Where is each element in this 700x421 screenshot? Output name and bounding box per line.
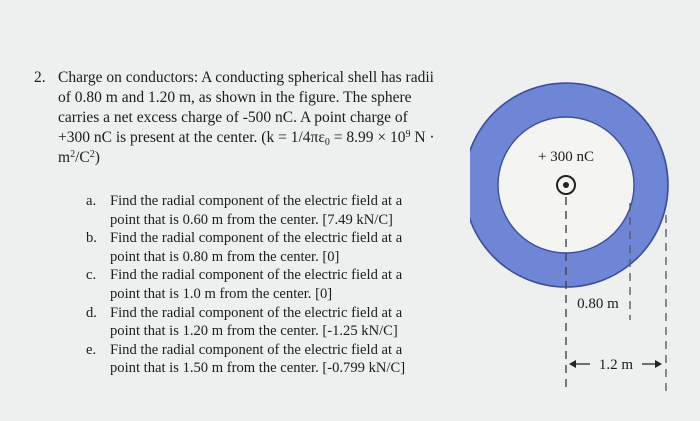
stem-line-4-suffix: N · bbox=[410, 129, 435, 146]
shell-diagram bbox=[470, 75, 700, 421]
part-text-line-2: point that is 1.50 m from the center. [-0.799 kN/C] bbox=[110, 360, 406, 377]
part-c bbox=[86, 266, 446, 303]
stem-line-5 bbox=[58, 148, 454, 168]
part-e bbox=[86, 341, 446, 378]
part-text-line-2: point that is 1.0 m from the center. [0] bbox=[110, 285, 333, 302]
unit-m-exponent: 2 bbox=[70, 149, 76, 160]
closing-paren: ) bbox=[94, 149, 100, 166]
unit-m: m bbox=[58, 149, 71, 166]
stem-line-1: Charge on conductors: A conducting spherical shell has radii bbox=[58, 69, 434, 86]
point-charge-dot bbox=[563, 182, 569, 188]
stem-line-4-prefix: +300 nC is present at the center. (k = 1/4πε bbox=[58, 129, 325, 146]
part-text-line-2: point that is 0.80 m from the center. [0] bbox=[110, 248, 340, 265]
part-label: b. bbox=[86, 230, 97, 247]
epsilon-subscript: 0 bbox=[324, 137, 330, 148]
part-text-line-1: Find the radial component of the electric field at a bbox=[110, 193, 403, 209]
part-label: d. bbox=[86, 304, 97, 321]
outer-radius-label: 1.2 m bbox=[598, 357, 634, 373]
unit-c-exponent: 2 bbox=[89, 149, 95, 160]
part-a bbox=[86, 192, 446, 229]
problem-parts-list bbox=[86, 192, 446, 378]
part-b bbox=[86, 229, 446, 266]
arrowhead-right-icon bbox=[655, 360, 662, 368]
problem-stem bbox=[58, 68, 454, 168]
part-label: c. bbox=[86, 267, 97, 284]
power-superscript: 9 bbox=[405, 129, 411, 140]
problem-number: 2. bbox=[34, 69, 46, 86]
part-d bbox=[86, 304, 446, 341]
part-text-line-1: Find the radial component of the electric field at a bbox=[110, 341, 403, 358]
part-text-line-1: Find the radial component of the electric field at a bbox=[110, 304, 403, 321]
stem-line-4-mid: = 8.99 × 10 bbox=[329, 129, 406, 146]
unit-c: /C bbox=[75, 149, 90, 166]
spherical-shell-figure bbox=[470, 75, 700, 421]
arrowhead-left-icon bbox=[569, 360, 576, 368]
problem-statement bbox=[34, 68, 454, 168]
part-text-line-1: Find the radial component of the electric field at a bbox=[110, 230, 403, 247]
stem-line-2: of 0.80 m and 1.20 m, as shown in the figure. The sphere bbox=[58, 89, 412, 106]
stem-line-4 bbox=[58, 128, 454, 148]
part-label: e. bbox=[86, 341, 97, 358]
part-label: a. bbox=[86, 193, 97, 209]
part-text-line-2: point that is 0.60 m from the center. [7.49 kN/C] bbox=[110, 211, 393, 228]
charge-label: + 300 nC bbox=[538, 149, 594, 165]
part-text-line-1: Find the radial component of the electric field at a bbox=[110, 267, 403, 284]
inner-radius-label: 0.80 m bbox=[577, 296, 619, 312]
part-text-line-2: point that is 1.20 m from the center. [-1.25 kN/C] bbox=[110, 323, 398, 340]
stem-line-3: carries a net excess charge of -500 nC. A point charge of bbox=[58, 109, 408, 126]
